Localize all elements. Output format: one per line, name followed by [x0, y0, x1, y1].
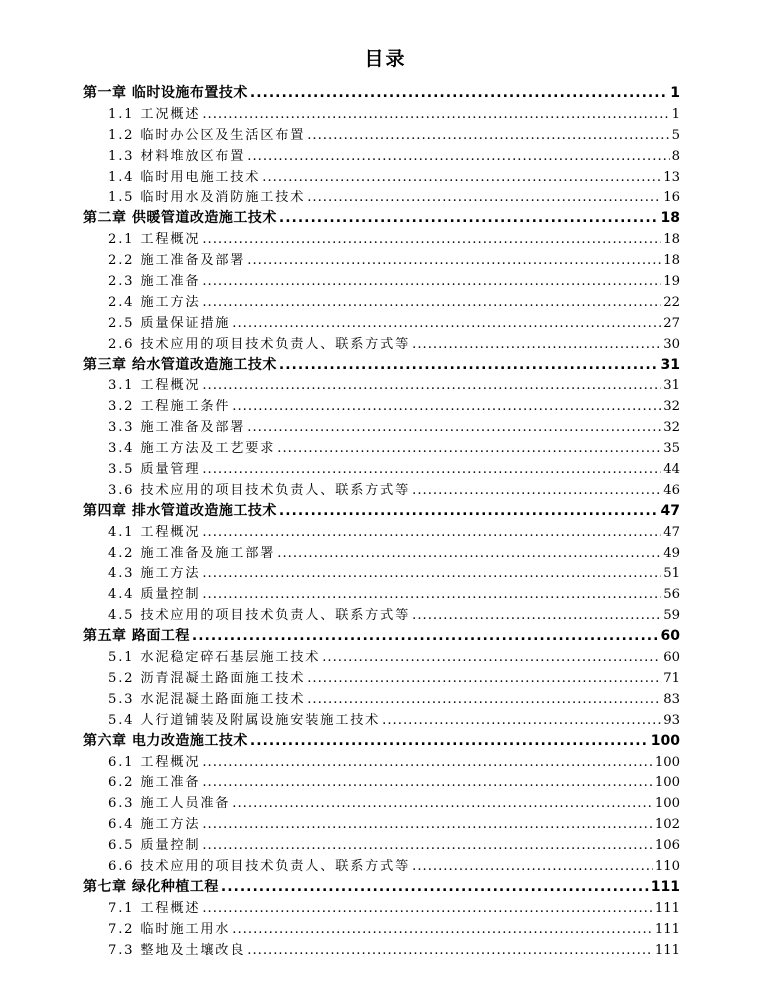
toc-dot-leader: [202, 232, 661, 247]
toc-section-entry[interactable]: [83, 751, 680, 772]
toc-dot-leader: [250, 85, 668, 101]
toc-entry-label: 1.4 临时用电施工技术: [108, 169, 261, 185]
toc-dot-leader: [247, 149, 669, 164]
toc-dot-leader: [412, 337, 661, 352]
toc-entry-label: 6.4 施工方法: [108, 817, 201, 833]
toc-section-entry[interactable]: [83, 166, 680, 187]
toc-section-entry[interactable]: [83, 186, 680, 207]
toc-section-entry[interactable]: [83, 583, 680, 604]
toc-entry-page-number: 32: [663, 420, 680, 436]
toc-entry-page-number: 59: [663, 608, 680, 624]
toc-section-entry[interactable]: [83, 103, 680, 124]
toc-entry-label: 5.3 水泥混凝土路面施工技术: [108, 691, 306, 707]
toc-entry-page-number: 44: [663, 462, 680, 478]
toc-entry-label: 第七章 绿化种植工程: [83, 878, 219, 895]
toc-dot-leader: [202, 755, 653, 770]
toc-entry-page-number: 18: [663, 253, 680, 269]
toc-entry-page-number: 111: [654, 921, 680, 937]
toc-dot-leader: [412, 483, 661, 498]
toc-entry-page-number: 100: [654, 796, 680, 812]
toc-section-entry[interactable]: [83, 709, 680, 730]
toc-dot-leader: [307, 190, 661, 205]
toc-section-entry[interactable]: [83, 813, 680, 834]
toc-dot-leader: [202, 378, 661, 393]
toc-dot-leader: [277, 546, 661, 561]
toc-dot-leader: [232, 316, 661, 331]
toc-dot-leader: [202, 775, 653, 790]
toc-entry-label: 4.3 施工方法: [108, 566, 201, 582]
toc-entry-page-number: 18: [663, 232, 680, 248]
toc-chapter-entry[interactable]: [83, 82, 680, 103]
toc-dot-leader: [262, 170, 661, 185]
toc-entry-label: 第二章 供暖管道改造施工技术: [83, 210, 277, 227]
toc-dot-leader: [382, 713, 661, 728]
toc-chapter-entry[interactable]: [83, 730, 680, 751]
toc-entry-page-number: 47: [663, 524, 680, 540]
toc-entry-label: 7.1 工程概述: [108, 900, 201, 916]
toc-dot-leader: [192, 628, 659, 644]
toc-entry-label: 1.1 工况概述: [108, 106, 201, 122]
toc-dot-leader: [412, 608, 661, 623]
toc-entry-page-number: 30: [663, 336, 680, 352]
toc-chapter-entry[interactable]: [83, 354, 680, 375]
toc-entry-page-number: 83: [663, 691, 680, 707]
toc-entry-label: 4.1 工程概况: [108, 524, 201, 540]
toc-entry-page-number: 111: [650, 878, 680, 895]
toc-entry-label: 3.2 工程施工条件: [108, 399, 231, 415]
toc-entry-label: 2.4 施工方法: [108, 294, 201, 310]
toc-section-entry[interactable]: [83, 542, 680, 563]
toc-entry-label: 6.5 质量控制: [108, 838, 201, 854]
toc-section-entry[interactable]: [83, 124, 680, 145]
toc-section-entry[interactable]: [83, 521, 680, 542]
toc-entry-label: 4.4 质量控制: [108, 587, 201, 603]
toc-dot-leader: [412, 859, 653, 874]
toc-dot-leader: [202, 566, 661, 581]
toc-dot-leader: [232, 796, 653, 811]
toc-section-entry[interactable]: [83, 834, 680, 855]
toc-entry-page-number: 51: [663, 566, 680, 582]
toc-entry-label: 7.3 整地及土壤改良: [108, 942, 246, 958]
toc-entry-label: 1.3 材料堆放区布置: [108, 148, 246, 164]
toc-entry-page-number: 49: [663, 545, 680, 561]
toc-section-entry[interactable]: [83, 291, 680, 312]
toc-dot-leader: [202, 462, 661, 477]
toc-entry-page-number: 60: [663, 650, 680, 666]
toc-dot-leader: [221, 879, 649, 895]
toc-chapter-entry[interactable]: [83, 207, 680, 228]
toc-entry-label: 1.2 临时办公区及生活区布置: [108, 127, 306, 143]
toc-entry-page-number: 106: [654, 838, 680, 854]
toc-entry-page-number: 93: [663, 712, 680, 728]
toc-section-entry[interactable]: [83, 228, 680, 249]
toc-dot-leader: [202, 107, 669, 122]
toc-entry-page-number: 100: [654, 754, 680, 770]
toc-entry-page-number: 31: [660, 356, 680, 373]
toc-section-entry[interactable]: [83, 897, 680, 918]
toc-section-entry[interactable]: [83, 667, 680, 688]
toc-entry-page-number: 71: [663, 670, 680, 686]
toc-chapter-entry[interactable]: [83, 500, 680, 521]
toc-entry-label: 6.6 技术应用的项目技术负责人、联系方式等: [108, 858, 411, 874]
toc-entry-label: 2.1 工程概况: [108, 232, 201, 248]
toc-section-entry[interactable]: [83, 374, 680, 395]
toc-dot-leader: [247, 253, 661, 268]
toc-entry-page-number: 46: [663, 482, 680, 498]
toc-entry-label: 6.1 工程概况: [108, 754, 201, 770]
toc-section-entry[interactable]: [83, 604, 680, 625]
toc-entry-label: 5.2 沥青混凝土路面施工技术: [108, 670, 306, 686]
toc-entry-page-number: 1: [670, 85, 680, 101]
toc-entry-label: 第一章 临时设施布置技术: [83, 85, 248, 101]
toc-entry-label: 2.3 施工准备: [108, 274, 201, 290]
toc-section-entry[interactable]: [83, 771, 680, 792]
toc-dot-leader: [307, 671, 661, 686]
toc-entry-page-number: 16: [663, 190, 680, 206]
toc-section-entry[interactable]: [83, 792, 680, 813]
toc-entry-page-number: 100: [654, 775, 680, 791]
toc-entry-page-number: 56: [663, 587, 680, 603]
toc-entry-label: 2.6 技术应用的项目技术负责人、联系方式等: [108, 336, 411, 352]
toc-chapter-entry[interactable]: [83, 625, 680, 646]
toc-entry-label: 第四章 排水管道改造施工技术: [83, 502, 277, 519]
toc-section-entry[interactable]: [83, 395, 680, 416]
toc-entry-page-number: 27: [663, 315, 680, 331]
toc-section-entry[interactable]: [83, 416, 680, 437]
toc-dot-leader: [307, 692, 661, 707]
toc-section-entry[interactable]: [83, 479, 680, 500]
toc-entry-label: 7.2 临时施工用水: [108, 921, 231, 937]
toc-entry-label: 3.4 施工方法及工艺要求: [108, 441, 276, 457]
toc-section-entry[interactable]: [83, 918, 680, 939]
toc-entry-page-number: 8: [671, 148, 680, 164]
toc-dot-leader: [279, 357, 659, 373]
toc-entry-page-number: 5: [671, 127, 680, 143]
toc-dot-leader: [322, 650, 661, 665]
toc-dot-leader: [279, 210, 659, 226]
toc-section-entry[interactable]: [83, 458, 680, 479]
toc-entry-page-number: 19: [663, 274, 680, 290]
toc-section-entry[interactable]: [83, 688, 680, 709]
toc-dot-leader: [307, 128, 669, 143]
toc-dot-leader: [247, 420, 661, 435]
toc-section-entry[interactable]: [83, 270, 680, 291]
toc-list: [83, 82, 680, 959]
toc-entry-page-number: 102: [654, 817, 680, 833]
toc-entry-page-number: 13: [663, 169, 680, 185]
toc-dot-leader: [279, 503, 659, 519]
toc-entry-page-number: 22: [663, 294, 680, 310]
toc-entry-page-number: 100: [650, 732, 680, 749]
toc-entry-page-number: 60: [660, 628, 680, 645]
toc-title: 目录: [364, 48, 407, 70]
toc-chapter-entry[interactable]: [83, 876, 680, 897]
toc-section-entry[interactable]: [83, 333, 680, 354]
toc-entry-page-number: 18: [660, 210, 680, 227]
toc-entry-label: 6.2 施工准备: [108, 775, 201, 791]
toc-entry-label: 第五章 路面工程: [83, 628, 190, 645]
toc-entry-label: 3.3 施工准备及部署: [108, 420, 246, 436]
toc-entry-label: 5.4 人行道铺装及附属设施安装施工技术: [108, 712, 381, 728]
toc-entry-label: 3.1 工程概况: [108, 378, 201, 394]
toc-entry-label: 第三章 给水管道改造施工技术: [83, 356, 277, 373]
toc-dot-leader: [250, 733, 649, 749]
toc-entry-label: 4.2 施工准备及施工部署: [108, 545, 276, 561]
toc-entry-label: 2.2 施工准备及部署: [108, 253, 246, 269]
toc-section-entry[interactable]: [83, 312, 680, 333]
toc-section-entry[interactable]: [83, 855, 680, 876]
toc-section-entry[interactable]: [83, 249, 680, 270]
toc-entry-label: 4.5 技术应用的项目技术负责人、联系方式等: [108, 608, 411, 624]
toc-dot-leader: [232, 399, 661, 414]
toc-entry-page-number: 32: [663, 399, 680, 415]
toc-dot-leader: [202, 901, 653, 916]
toc-entry-page-number: 31: [663, 378, 680, 394]
toc-entry-label: 5.1 水泥稳定碎石基层施工技术: [108, 650, 321, 666]
toc-section-entry[interactable]: [83, 646, 680, 667]
toc-dot-leader: [202, 274, 661, 289]
toc-entry-label: 2.5 质量保证措施: [108, 315, 231, 331]
toc-entry-page-number: 1: [671, 106, 680, 122]
toc-entry-page-number: 47: [660, 502, 680, 519]
toc-entry-label: 6.3 施工人员准备: [108, 796, 231, 812]
toc-entry-page-number: 111: [654, 900, 680, 916]
toc-entry-page-number: 110: [654, 858, 680, 874]
toc-dot-leader: [202, 587, 661, 602]
toc-entry-label: 3.6 技术应用的项目技术负责人、联系方式等: [108, 482, 411, 498]
toc-dot-leader: [247, 943, 653, 958]
toc-dot-leader: [202, 817, 653, 832]
toc-section-entry[interactable]: [83, 437, 680, 458]
toc-section-entry[interactable]: [83, 939, 680, 960]
toc-entry-page-number: 111: [654, 942, 680, 958]
toc-dot-leader: [202, 525, 661, 540]
toc-entry-label: 3.5 质量管理: [108, 462, 201, 478]
toc-dot-leader: [202, 838, 653, 853]
toc-dot-leader: [232, 922, 653, 937]
toc-section-entry[interactable]: [83, 145, 680, 166]
toc-entry-page-number: 35: [663, 441, 680, 457]
toc-dot-leader: [277, 441, 661, 456]
toc-entry-label: 第六章 电力改造施工技术: [83, 732, 248, 749]
toc-entry-label: 1.5 临时用水及消防施工技术: [108, 190, 306, 206]
toc-section-entry[interactable]: [83, 562, 680, 583]
toc-dot-leader: [202, 295, 661, 310]
